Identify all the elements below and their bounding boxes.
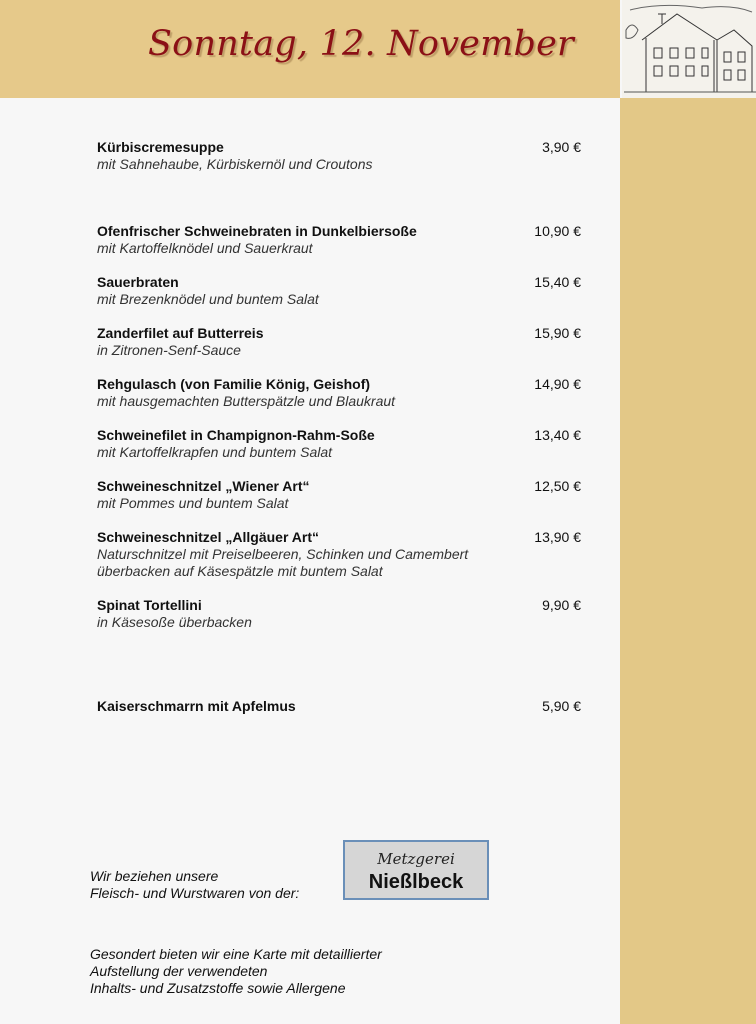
dish-price: 13,90 € bbox=[534, 529, 581, 545]
menu-item bbox=[97, 427, 581, 461]
building-sketch-image bbox=[622, 0, 756, 98]
dish-description: mit Pommes und buntem Salat bbox=[97, 495, 289, 511]
menu-item bbox=[97, 325, 581, 359]
dish-name: Ofenfrischer Schweinebraten in Dunkelbiersoße bbox=[97, 223, 417, 239]
supplier-note bbox=[90, 868, 299, 902]
page-title: Sonntag, 12. November bbox=[148, 24, 574, 64]
dish-description: mit Brezenknödel und buntem Salat bbox=[97, 291, 319, 307]
dish-name: Schweineschnitzel „Wiener Art“ bbox=[97, 478, 310, 494]
allergen-line: Aufstellung der verwendeten bbox=[90, 963, 268, 979]
dish-name: Kürbiscremesuppe bbox=[97, 139, 224, 155]
dish-price: 9,90 € bbox=[542, 597, 581, 613]
dish-price: 10,90 € bbox=[534, 223, 581, 239]
logo-name: Nießlbeck bbox=[368, 871, 464, 893]
dish-description: mit hausgemachten Butterspätzle und Blaukraut bbox=[97, 393, 396, 409]
menu-item bbox=[97, 139, 581, 173]
dish-price: 5,90 € bbox=[542, 698, 581, 714]
dish-description: mit Sahnehaube, Kürbiskernöl und Croutons bbox=[97, 156, 373, 172]
building-sketch-icon bbox=[622, 0, 756, 98]
dish-price: 3,90 € bbox=[542, 139, 581, 155]
dish-name: Sauerbraten bbox=[97, 274, 179, 290]
menu-item bbox=[97, 698, 581, 715]
dish-name: Kaiserschmarrn mit Apfelmus bbox=[97, 698, 296, 714]
menu-item bbox=[97, 223, 581, 257]
dish-price: 13,40 € bbox=[534, 427, 581, 443]
dish-name: Schweinefilet in Champignon-Rahm-Soße bbox=[97, 427, 375, 443]
menu-item bbox=[97, 529, 581, 580]
supplier-line: Wir beziehen unsere bbox=[90, 868, 219, 884]
menu-item bbox=[97, 376, 581, 410]
dish-description: in Käsesoße überbacken bbox=[97, 614, 252, 630]
side-band bbox=[620, 98, 756, 1024]
dish-price: 15,40 € bbox=[534, 274, 581, 290]
dish-name: Zanderfilet auf Butterreis bbox=[97, 325, 264, 341]
dish-price: 14,90 € bbox=[534, 376, 581, 392]
dish-name: Schweineschnitzel „Allgäuer Art“ bbox=[97, 529, 319, 545]
allergen-line: Gesondert bieten wir eine Karte mit detaillierter bbox=[90, 946, 382, 962]
dish-price: 15,90 € bbox=[534, 325, 581, 341]
dish-name: Rehgulasch (von Familie König, Geishof) bbox=[97, 376, 371, 392]
butcher-logo bbox=[343, 840, 489, 900]
dish-description-line2: überbacken auf Käsespätzle mit buntem Salat bbox=[97, 563, 383, 579]
dish-price: 12,50 € bbox=[534, 478, 581, 494]
menu-item bbox=[97, 597, 581, 631]
supplier-line: Fleisch- und Wurstwaren von der: bbox=[90, 885, 300, 901]
dish-description: mit Kartoffelknödel und Sauerkraut bbox=[97, 240, 313, 256]
dish-name: Spinat Tortellini bbox=[97, 597, 202, 613]
logo-subtitle: Metzgerei bbox=[377, 850, 455, 868]
dish-description: Naturschnitzel mit Preiselbeeren, Schinken und Camembert bbox=[97, 546, 469, 562]
menu-item bbox=[97, 274, 581, 308]
dish-description: mit Kartoffelkrapfen und buntem Salat bbox=[97, 444, 333, 460]
allergen-note bbox=[90, 946, 382, 997]
dish-description: in Zitronen-Senf-Sauce bbox=[97, 342, 241, 358]
allergen-line: Inhalts- und Zusatzstoffe sowie Allergene bbox=[90, 980, 346, 996]
menu-item bbox=[97, 478, 581, 512]
